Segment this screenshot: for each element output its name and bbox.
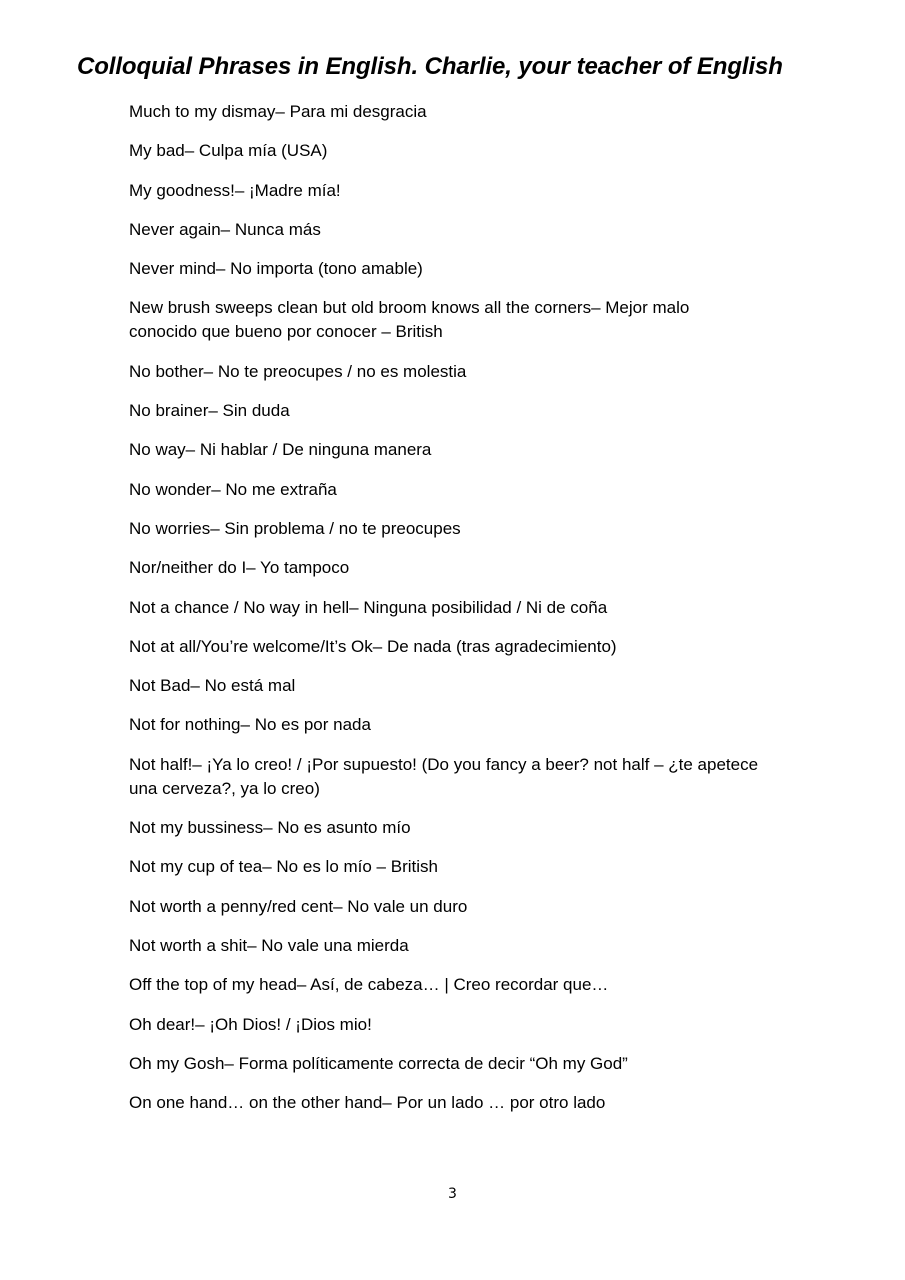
phrase-item: Not at all/You’re welcome/It’s Ok– De nada (tras agradecimiento) xyxy=(129,636,617,656)
phrase-item: No brainer– Sin duda xyxy=(129,401,290,421)
document-title: Colloquial Phrases in English. Charlie, your teacher of English xyxy=(77,53,783,80)
phrase-item: Oh dear!– ¡Oh Dios! / ¡Dios mio! xyxy=(129,1014,372,1034)
phrase-item: Not Bad– No está mal xyxy=(129,676,296,696)
phrase-item: Off the top of my head– Así, de cabeza… | Creo recordar que… xyxy=(129,975,609,995)
phrase-item: Not worth a shit– No vale una mierda xyxy=(129,935,409,955)
phrase-item: My goodness!– ¡Madre mía! xyxy=(129,180,341,200)
phrase-item: New brush sweeps clean but old broom knows all the corners– Mejor malo conocido que bueno por conocer – British xyxy=(129,298,690,342)
phrase-item: Not a chance / No way in hell– Ninguna posibilidad / Ni de coña xyxy=(129,597,608,617)
phrase-item: No bother– No te preocupes / no es molestia xyxy=(129,361,467,381)
phrase-item: Not my cup of tea– No es lo mío – British xyxy=(129,857,438,877)
phrase-list xyxy=(129,100,759,1130)
phrase-item: Not for nothing– No es por nada xyxy=(129,715,371,735)
phrase-item: Not worth a penny/red cent– No vale un duro xyxy=(129,896,468,916)
phrase-item: My bad– Culpa mía (USA) xyxy=(129,141,328,161)
phrase-item: Much to my dismay– Para mi desgracia xyxy=(129,102,427,121)
page-number: 3 xyxy=(448,1186,457,1202)
phrase-item: Oh my Gosh– Forma políticamente correcta de decir “Oh my God” xyxy=(129,1053,628,1073)
phrase-item: Nor/neither do I– Yo tampoco xyxy=(129,558,350,578)
phrase-item: No wonder– No me extraña xyxy=(129,479,337,499)
phrase-item: Never mind– No importa (tono amable) xyxy=(129,259,423,279)
phrase-item: On one hand… on the other hand– Por un lado … por otro lado xyxy=(129,1093,606,1113)
phrase-item: Never again– Nunca más xyxy=(129,219,321,239)
phrase-item: Not my bussiness– No es asunto mío xyxy=(129,818,411,838)
phrase-item: No way– Ni hablar / De ninguna manera xyxy=(129,440,432,460)
phrase-item: Not half!– ¡Ya lo creo! / ¡Por supuesto! (Do you fancy a beer? not half – ¿te apetece una cerveza?, ya lo creo) xyxy=(129,754,759,798)
phrase-item: No worries– Sin problema / no te preocupes xyxy=(129,518,461,538)
